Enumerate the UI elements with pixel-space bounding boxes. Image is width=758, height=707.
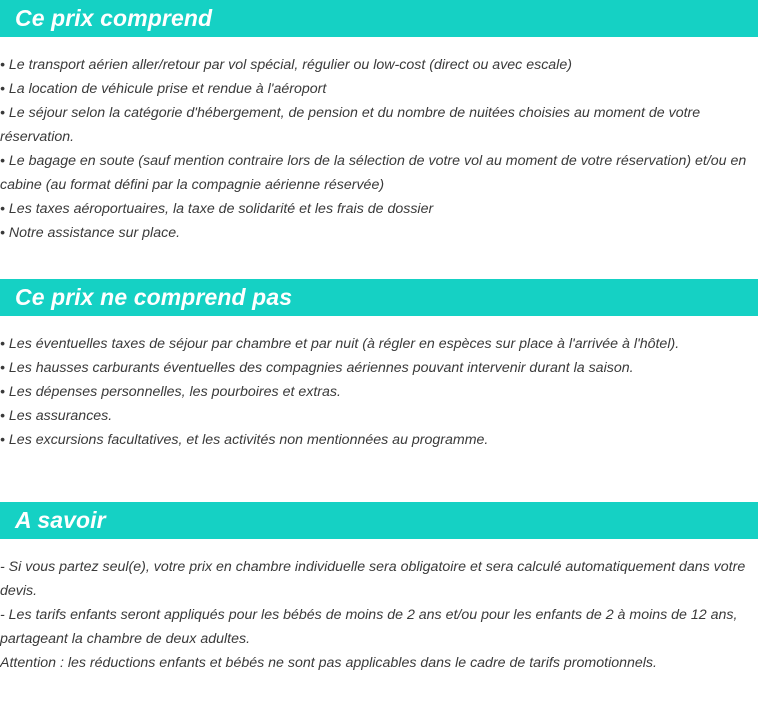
list-item: • Les dépenses personnelles, les pourboires et extras. [0, 384, 341, 400]
list-item: - Si vous partez seul(e), votre prix en chambre individuelle sera obligatoire et sera calculé automatiquement dans votre devis. [0, 559, 746, 599]
list-item: • Notre assistance sur place. [0, 225, 181, 241]
not-included-list [0, 316, 758, 502]
list-item: Attention : les réductions enfants et bébés ne sont pas applicables dans le cadre de tarifs promotionnels. [0, 655, 657, 671]
list-item: - Les tarifs enfants seront appliqués pour les bébés de moins de 2 ans et/ou pour les enfants de 2 à moins de 12 ans, partageant la chambre de deux adultes. [0, 607, 738, 647]
good-to-know-list [0, 539, 758, 675]
included-list [0, 37, 758, 279]
good-to-know-heading: A savoir [0, 502, 758, 539]
not-included-section [0, 279, 758, 502]
included-section [0, 0, 758, 279]
list-item: • Les taxes aéroportuaires, la taxe de solidarité et les frais de dossier [0, 201, 434, 217]
list-item: • Les éventuelles taxes de séjour par chambre et par nuit (à régler en espèces sur place à l'arrivée à l'hôtel). [0, 336, 680, 352]
list-item: • Les assurances. [0, 408, 113, 424]
good-to-know-section [0, 502, 758, 675]
list-item: • Les hausses carburants éventuelles des compagnies aériennes pouvant intervenir durant la saison. [0, 360, 634, 376]
list-item: • Le bagage en soute (sauf mention contraire lors de la sélection de votre vol au moment de votre réservation) et/ou en cabine (au format défini par la compagnie aérienne réservée) [0, 153, 747, 193]
list-item: • Les excursions facultatives, et les activités non mentionnées au programme. [0, 432, 489, 448]
list-item: • La location de véhicule prise et rendue à l'aéroport [0, 81, 327, 97]
list-item: • Le transport aérien aller/retour par vol spécial, régulier ou low-cost (direct ou avec escale) [0, 57, 572, 73]
not-included-heading: Ce prix ne comprend pas [0, 279, 758, 316]
included-heading: Ce prix comprend [0, 0, 758, 37]
list-item: • Le séjour selon la catégorie d'hébergement, de pension et du nombre de nuitées choisies au moment de votre réservation. [0, 105, 701, 145]
